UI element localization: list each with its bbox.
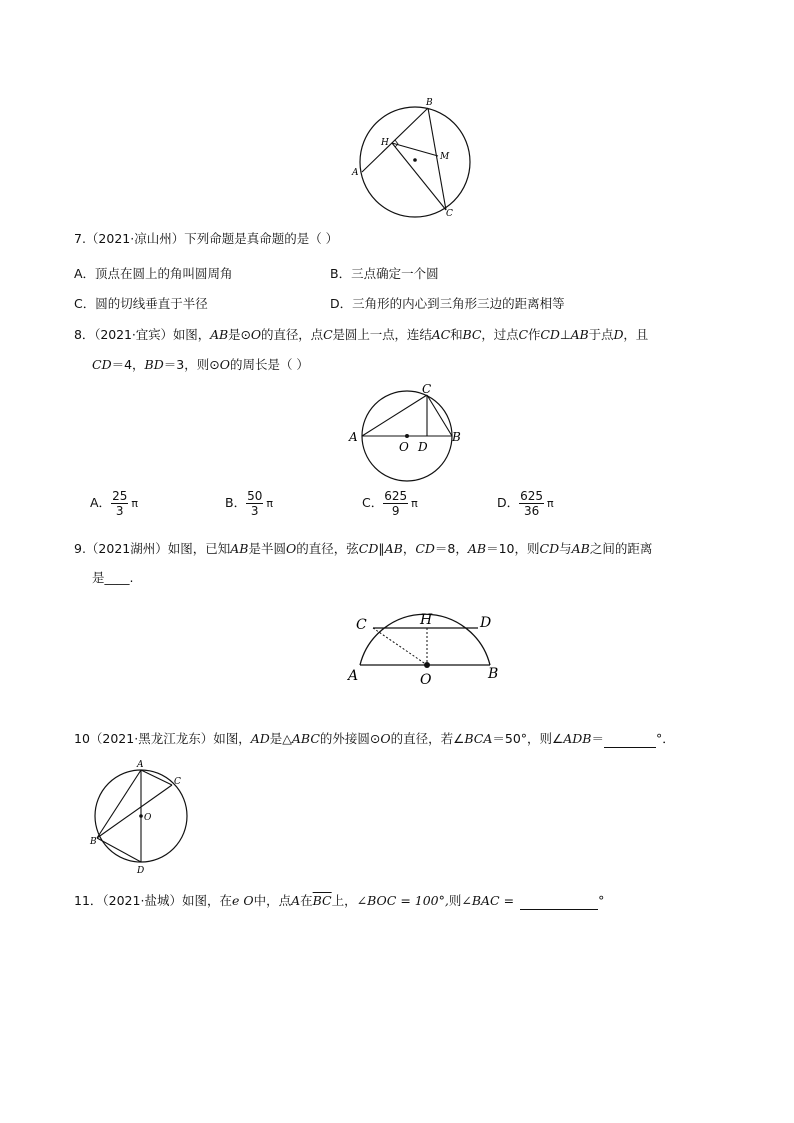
label-m: M	[440, 152, 450, 162]
q10-text: ＝50°，则∠	[492, 731, 564, 746]
q8-var: O	[219, 357, 230, 372]
segment-co	[373, 628, 427, 665]
pi-symbol: π	[266, 497, 273, 510]
q8-option-c	[362, 489, 418, 518]
q9-var: AB	[571, 541, 590, 556]
q8-var: AC	[431, 327, 451, 342]
q9-text: 之间的距离	[589, 541, 653, 556]
label-d: D	[418, 440, 428, 454]
q8-var: BD	[144, 357, 164, 372]
numerator: 50	[247, 489, 263, 503]
q8-var: C	[518, 327, 529, 342]
option-letter: C．	[362, 495, 384, 510]
label-c: C	[422, 382, 432, 396]
label-h: H	[381, 138, 389, 148]
q9-var: CD	[358, 541, 379, 556]
q8-text: 是圆上一点，连结	[332, 327, 432, 342]
q11-text: 11．（2021·盐城）如图，在	[74, 893, 232, 908]
numerator: 625	[520, 489, 544, 503]
label-h: H	[420, 612, 433, 628]
label-o: O	[399, 440, 409, 454]
answer-blank[interactable]	[520, 893, 598, 910]
q8-option-d	[497, 489, 554, 518]
q9-text: ＝8，	[434, 541, 468, 556]
q9-text: ∥	[378, 541, 385, 556]
circle	[360, 107, 470, 217]
q8-text: 的周长是（ ）	[229, 357, 309, 372]
q8-var: CD	[540, 327, 560, 342]
q11-var: e O	[231, 893, 254, 908]
label-o: O	[144, 813, 152, 823]
q10-var: BCA	[464, 731, 493, 746]
segment-cb	[427, 395, 452, 436]
q10-text: 10（2021·黑龙江龙东）如图，	[74, 731, 251, 746]
fraction	[111, 489, 128, 518]
q10-var: ABC	[291, 731, 320, 746]
denominator: 3	[115, 504, 124, 518]
q8-text: 是⊙	[228, 327, 251, 342]
segment-bd	[97, 838, 141, 862]
q9-text: 与	[559, 541, 572, 556]
q8-option-b	[225, 489, 273, 518]
figure-3	[340, 592, 510, 692]
q9-var: AB	[467, 541, 487, 556]
q8-text: ＝4，	[111, 357, 145, 372]
q9-text: 9.（2021湖州）如图，已知	[74, 541, 231, 556]
q8-var: O	[250, 327, 262, 342]
fraction	[246, 489, 263, 518]
label-a: A	[348, 668, 359, 684]
q11-text: 上，	[331, 893, 357, 908]
pi-symbol: π	[547, 497, 554, 510]
segment-hm	[392, 143, 438, 156]
label-c: C	[356, 617, 367, 633]
q8-text: 8．（2021·宜宾）如图，	[74, 327, 211, 342]
center-dot	[424, 662, 430, 668]
q11-text: 在	[300, 893, 313, 908]
label-b: B	[426, 98, 433, 108]
label-c: C	[446, 209, 453, 219]
label-d: D	[480, 615, 492, 631]
label-b: B	[452, 430, 461, 444]
fraction	[519, 489, 544, 518]
q9-var: AB	[230, 541, 249, 556]
q11-var: ∠BAC =	[461, 893, 515, 908]
q9-var: CD	[539, 541, 560, 556]
segment-ab	[97, 770, 141, 838]
q9-var: O	[285, 541, 297, 556]
denominator: 3	[250, 504, 259, 518]
denominator: 36	[523, 504, 540, 518]
q9-var: AB	[384, 541, 403, 556]
q8-text: ，且	[623, 327, 649, 342]
q9-stem-line2: 是____.	[92, 570, 134, 585]
q11-var: ∠BOC = 100°,	[356, 893, 449, 908]
segment-bc	[97, 785, 172, 838]
q8-stem-line1	[74, 327, 648, 343]
label-c: C	[174, 777, 181, 787]
q8-var: C	[323, 327, 333, 342]
label-a: A	[349, 430, 358, 444]
answer-blank[interactable]	[604, 731, 656, 748]
q9-var: CD	[415, 541, 435, 556]
q11-text: 中，点	[253, 893, 292, 908]
q10-text: ＝	[591, 731, 605, 746]
q10-text: 的直径，若∠	[390, 731, 465, 746]
q10-text: 是△	[269, 731, 292, 746]
q10-text: 的外接圆⊙	[319, 731, 381, 746]
q8-var: AB	[570, 327, 589, 342]
numerator: 625	[384, 489, 408, 503]
q10-var: O	[380, 731, 391, 746]
pi-symbol: π	[411, 497, 418, 510]
q10-var: AD	[250, 731, 270, 746]
q8-stem-line2	[92, 357, 309, 373]
figure-2	[344, 380, 474, 485]
q7-option-d: D．三角形的内心到三角形三边的距离相等	[330, 296, 565, 311]
pi-symbol: π	[131, 497, 138, 510]
label-b: B	[488, 666, 499, 682]
q7-option-b: B．三点确定一个圆	[330, 266, 439, 281]
q9-stem-line1	[74, 541, 652, 557]
q8-var: CD	[92, 357, 112, 372]
denominator: 9	[391, 504, 400, 518]
q8-var: D	[613, 327, 624, 342]
q10-var: ADB	[563, 731, 592, 746]
label-a: A	[352, 168, 359, 178]
option-letter: A．	[90, 495, 112, 510]
q11-arc-var: $\overline{BC}$	[312, 893, 332, 908]
numerator: 25	[112, 489, 128, 503]
label-o: O	[420, 672, 432, 688]
q8-text: ＝3，则⊙	[163, 357, 220, 372]
figure-4	[88, 756, 198, 878]
center-dot	[413, 158, 417, 162]
q7-option-a: A．顶点在圆上的角叫圆周角	[74, 266, 233, 281]
q8-var: BC	[462, 327, 482, 342]
q11-text: 则	[448, 893, 462, 908]
center-dot	[405, 434, 409, 438]
q7-stem: 7.（2021·凉山州）下列命题是真命题的是（ ）	[74, 231, 339, 246]
q8-option-a	[90, 489, 138, 518]
option-letter: D．	[497, 495, 520, 510]
q8-text: ⊥	[559, 327, 571, 342]
label-d: D	[137, 866, 145, 876]
q8-text: ，过点	[481, 327, 519, 342]
label-a: A	[137, 760, 144, 770]
segment-hc	[392, 143, 446, 210]
q9-text: ＝10，则	[486, 541, 540, 556]
center-dot	[139, 814, 143, 818]
q8-text: 作	[528, 327, 541, 342]
q7-option-c: C．圆的切线垂直于半径	[74, 296, 208, 311]
q9-text: ，	[402, 541, 416, 556]
q10-text: °．	[656, 731, 675, 746]
q10-stem	[74, 731, 675, 748]
label-b: B	[90, 837, 97, 847]
fraction	[383, 489, 408, 518]
q9-text: 是半圆	[248, 541, 286, 556]
q9-text: 的直径，弦	[296, 541, 359, 556]
q8-text: 和	[450, 327, 463, 342]
q11-var: A	[291, 893, 301, 908]
option-letter: B．	[225, 495, 247, 510]
segment-ac	[362, 395, 427, 436]
q8-text: 的直径，点	[261, 327, 324, 342]
q11-text: °	[598, 893, 605, 908]
figure-1	[340, 92, 480, 222]
q8-var: AB	[210, 327, 229, 342]
q8-text: 于点	[588, 327, 614, 342]
q11-stem	[74, 893, 604, 910]
